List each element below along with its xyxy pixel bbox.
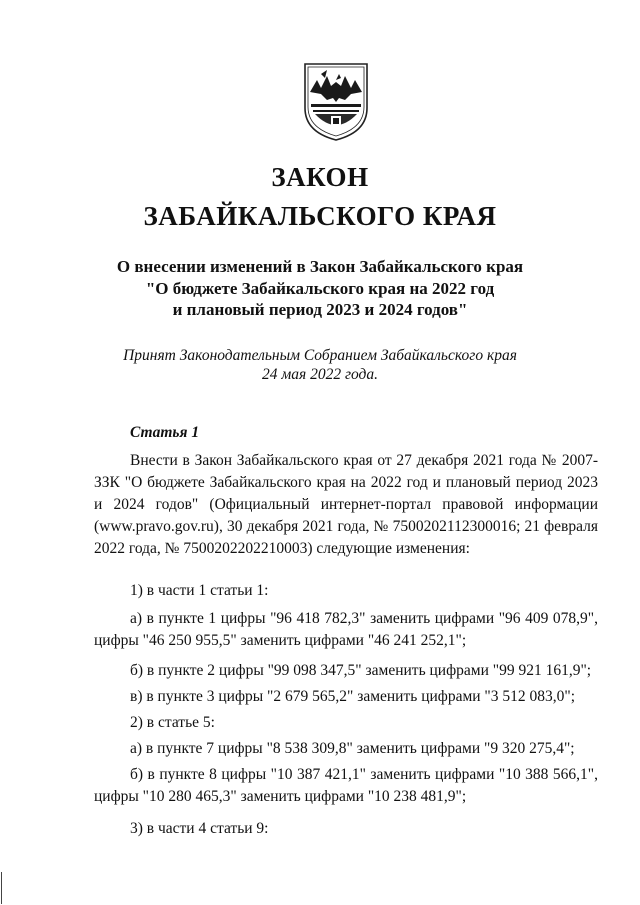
- list-item: б) в пункте 2 цифры "99 098 347,5" заменить цифрами "99 921 161,9";: [130, 662, 592, 679]
- list-item: 1) в части 1 статьи 1:: [130, 582, 269, 599]
- adoption-date: 24 мая 2022 года.: [261, 366, 379, 383]
- subtitle-line: О внесении изменений в Закон Забайкальского края: [116, 257, 524, 276]
- list-item: б) в пункте 8 цифры "10 387 421,1" заменить цифрами "10 388 566,1", цифры "10 280 465,3" заменить цифрами "10 238 481,9";: [94, 766, 598, 805]
- adoption-line: Принят Законодательным Собранием Забайкальского края: [123, 347, 517, 364]
- list-item: а) в пункте 7 цифры "8 538 309,8" заменить цифрами "9 320 275,4";: [130, 740, 575, 757]
- list-item: 2) в статье 5:: [130, 714, 215, 731]
- subtitle-line: "О бюджете Забайкальского края на 2022 год: [145, 278, 495, 298]
- subtitle-line: и плановый период 2023 и 2024 годов": [172, 300, 468, 319]
- region-title: ЗАБАЙКАЛЬСКОГО КРАЯ: [143, 201, 497, 231]
- list-item: а) в пункте 1 цифры "96 418 782,3" заменить цифрами "96 409 078,9", цифры "46 250 955,5" заменить цифрами "46 241 252,1";: [94, 610, 598, 649]
- list-item: в) в пункте 3 цифры "2 679 565,2" заменить цифрами "3 512 083,0";: [130, 688, 576, 705]
- article-heading: Статья 1: [130, 424, 200, 441]
- intro-paragraph: Внести в Закон Забайкальского края от 27 декабря 2021 года № 2007-ЗЗК "О бюджете Забайкальского края на 2022 год и плановый период 2023 и 2024 годов" (Официальный интернет-портал правовой информации (www.pravo.gov.ru), 30 декабря 2021 года, № 7500202112300016; 21 февраля 2022 года, № 7500202202210003) следующие изменения:: [94, 452, 598, 557]
- coat-of-arms-icon: [303, 62, 369, 142]
- law-title: ЗАКОН: [271, 162, 369, 192]
- scan-edge-mark: [1, 872, 2, 904]
- list-item: 3) в части 4 статьи 9:: [130, 820, 269, 837]
- law-subtitle: [0, 256, 640, 321]
- adoption-note: [0, 346, 640, 384]
